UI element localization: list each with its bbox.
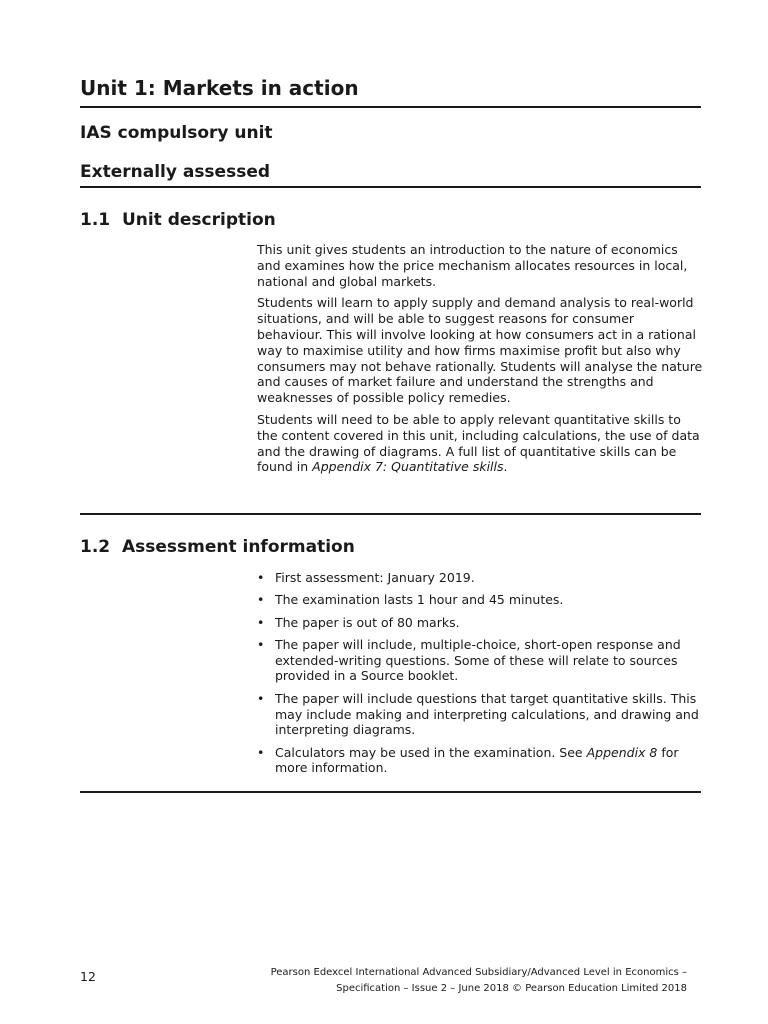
paragraph-text: . <box>503 459 508 475</box>
bullet-icon: • <box>257 690 265 706</box>
bullet-icon: • <box>257 614 265 630</box>
bullet-text-part: for more information. <box>275 744 679 776</box>
unit-description-body <box>257 242 703 481</box>
appendix-reference: Appendix 7: Quantitative skills <box>312 459 504 475</box>
bullet-text: The examination lasts 1 hour and 45 minutes. <box>275 592 564 608</box>
page-number: 12 <box>80 969 96 984</box>
bullet-text: The paper will include, multiple-choice, short-open response and extended-writing questions. Some of these will relate to sources provided in a Source booklet. <box>275 636 681 684</box>
bullet-icon: • <box>257 744 265 760</box>
bullet-item <box>257 592 703 608</box>
bullet-item <box>257 745 703 777</box>
bullet-text: The paper will include questions that target quantitative skills. This may include making and interpreting calculations, and drawing and interpreting diagrams. <box>275 690 699 738</box>
bullet-text-part: Calculators may be used in the examination. See <box>275 744 587 760</box>
bullet-item <box>257 570 703 586</box>
unit-description-paragraph: Students will learn to apply supply and demand analysis to real-world situations, and will be able to suggest reasons for consumer behaviour. This will involve looking at how consumers act in a rational way to maximise utility and how firms maximise profit but also why consumers may not behave rationally. Students will analyse the nature and causes of market failure and understand the strengths and weaknesses of possible policy remedies. <box>257 295 703 406</box>
section-heading-unit-description: 1.1 Unit description <box>80 210 276 230</box>
unit-description-paragraph: This unit gives students an introduction to the nature of economics and examines how the price mechanism allocates resources in local, national and global markets. <box>257 242 688 289</box>
compulsory-unit-heading: IAS compulsory unit <box>80 123 273 143</box>
bullet-item <box>257 637 703 684</box>
section-divider <box>80 513 701 515</box>
page-title: Unit 1: Markets in action <box>80 76 359 100</box>
bullet-icon: • <box>257 592 265 608</box>
title-divider <box>80 106 701 108</box>
assessment-type-heading: Externally assessed <box>80 162 271 182</box>
footer-citation <box>227 965 687 997</box>
appendix-reference: Appendix 8 <box>586 744 658 760</box>
paragraph-text: Students will need to be able to apply relevant quantitative skills to the content covered in this unit, including calculations, the use of data and the drawing of diagrams. A full list of quantitative skills can be found in <box>257 411 700 475</box>
header-divider <box>80 186 701 188</box>
bullet-text: The paper is out of 80 marks. <box>275 614 460 630</box>
bullet-text: First assessment: January 2019. <box>275 570 475 585</box>
footer-line: Pearson Edexcel International Advanced Subsidiary/Advanced Level in Economics – <box>270 967 687 978</box>
bottom-divider <box>80 791 701 793</box>
bullet-icon: • <box>257 570 265 585</box>
unit-description-paragraph <box>257 412 703 475</box>
bullet-icon: • <box>257 636 265 652</box>
footer-line: Specification – Issue 2 – June 2018 © Pearson Education Limited 2018 <box>336 983 687 994</box>
assessment-information-body <box>257 570 703 783</box>
section-heading-assessment-information: 1.2 Assessment information <box>80 537 355 557</box>
bullet-item <box>257 691 703 738</box>
assessment-bullet-list <box>257 570 703 776</box>
bullet-item <box>257 615 703 631</box>
bullet-text <box>275 745 679 776</box>
